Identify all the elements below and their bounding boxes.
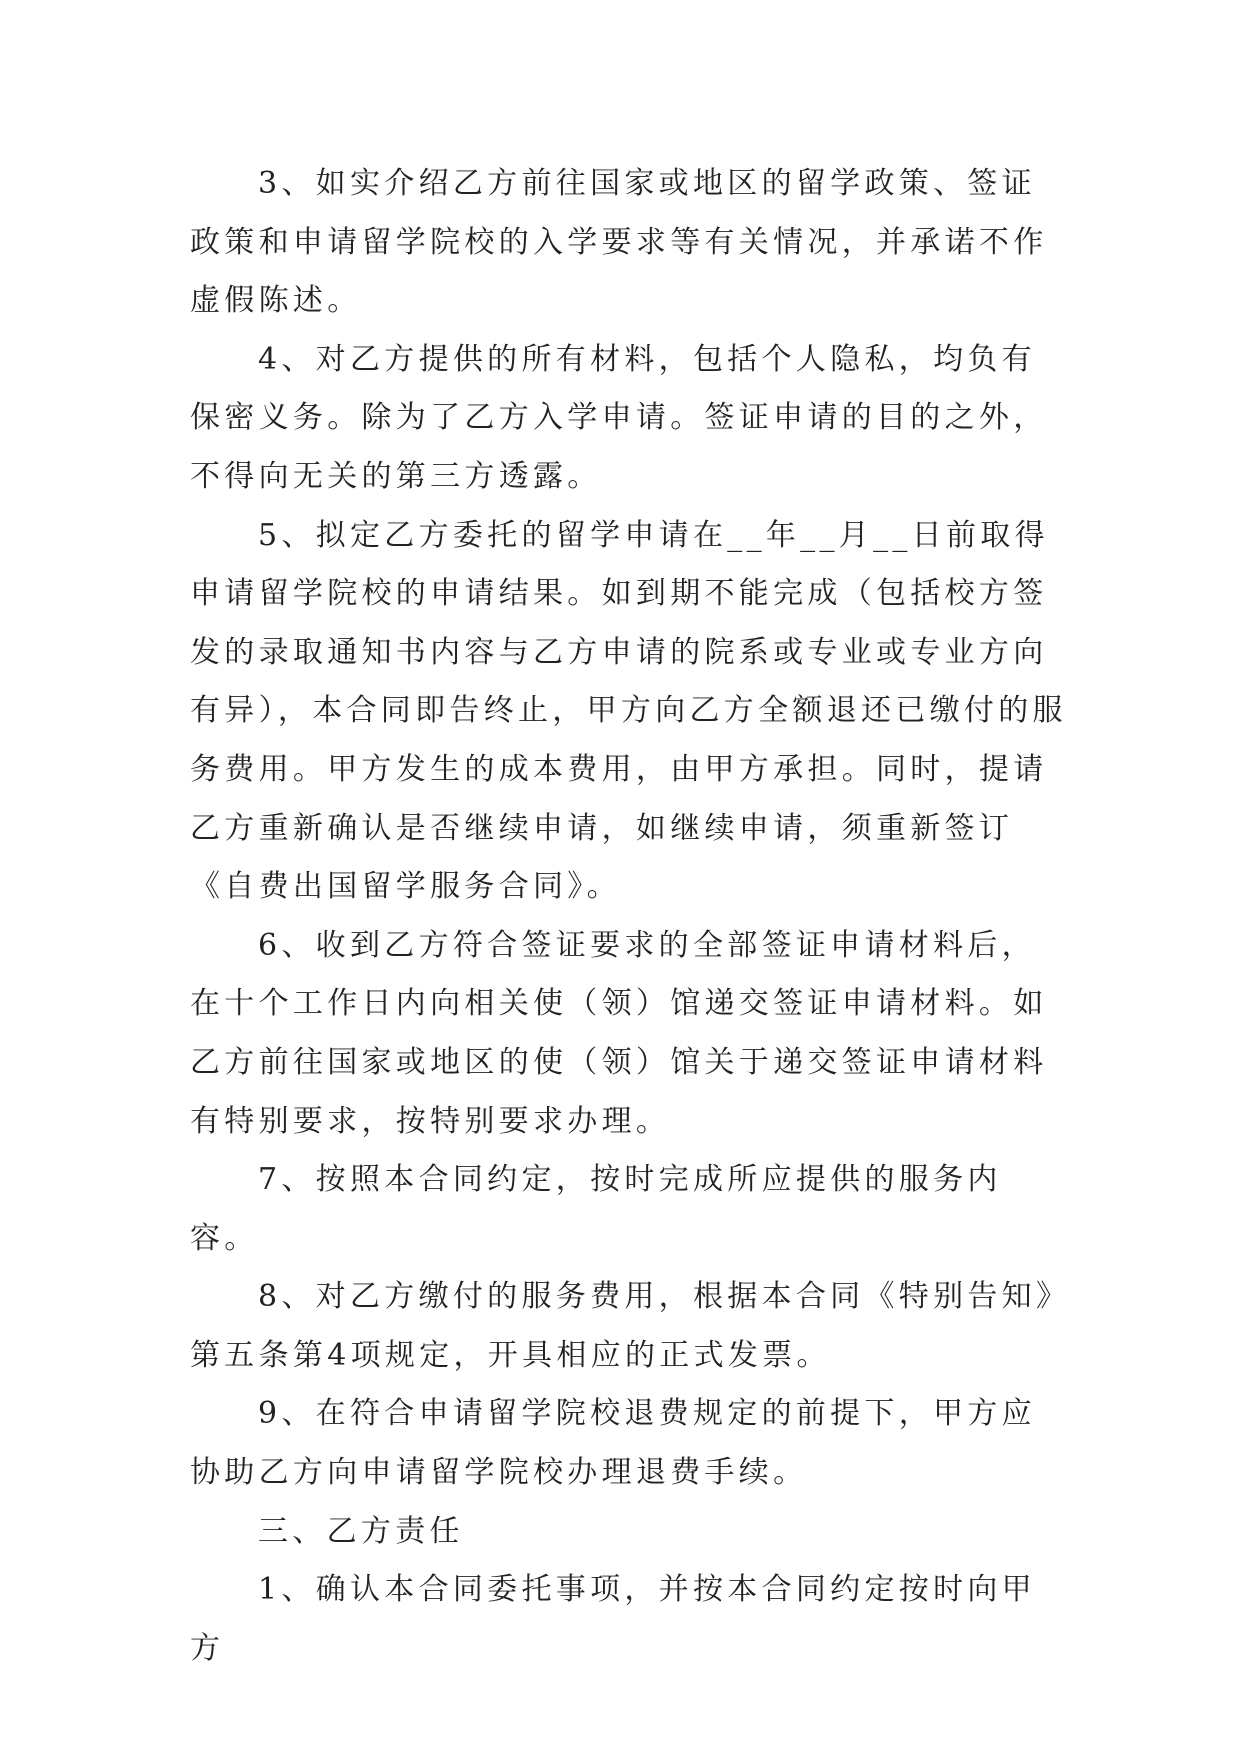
paragraph-clause-9: 9、在符合申请留学院校退费规定的前提下，甲方应协助乙方向申请留学院校办理退费手续。	[190, 1396, 1036, 1491]
paragraph-clause-8: 8、对乙方缴付的服务费用，根据本合同《特别告知》第五条第4项规定，开具相应的正式发票。	[190, 1279, 1056, 1373]
paragraph-clause-6: 6、收到乙方符合签证要求的全部签证申请材料后，在十个工作日内向相关使（领）馆递交签证申请材料。如乙方前往国家或地区的使（领）馆关于递交签证申请材料有特别要求，按特别要求办理。	[190, 927, 1048, 1139]
document-body	[190, 155, 1070, 1678]
paragraph-clause-3: 3、如实介绍乙方前往国家或地区的留学政策、签证政策和申请留学院校的入学要求等有关情况，并承诺不作虚假陈述。	[190, 166, 1048, 319]
paragraph-clause-7: 7、按照本合同约定，按时完成所应提供的服务内容。	[190, 1162, 1002, 1256]
section-heading-party-b: 三、乙方责任	[258, 1513, 464, 1549]
paragraph-party-b-clause-1: 1、确认本合同委托事项，并按本合同约定按时向甲方	[190, 1572, 1036, 1666]
paragraph-clause-4: 4、对乙方提供的所有材料，包括个人隐私，均负有保密义务。除为了乙方入学申请。签证申请的目的之外，不得向无关的第三方透露。	[190, 341, 1048, 494]
paragraph-clause-5: 5、拟定乙方委托的留学申请在__年__月__日前取得申请留学院校的申请结果。如到期不能完成（包括校方签发的录取通知书内容与乙方申请的院系或专业或专业方向有异），本合同即告终止，甲方向乙方全额退还已缴付的服务费用。甲方发生的成本费用，由甲方承担。同时，提请乙方重新确认是否继续申请，如继续申请，须重新签订《自费出国留学服务合同》。	[190, 517, 1067, 905]
